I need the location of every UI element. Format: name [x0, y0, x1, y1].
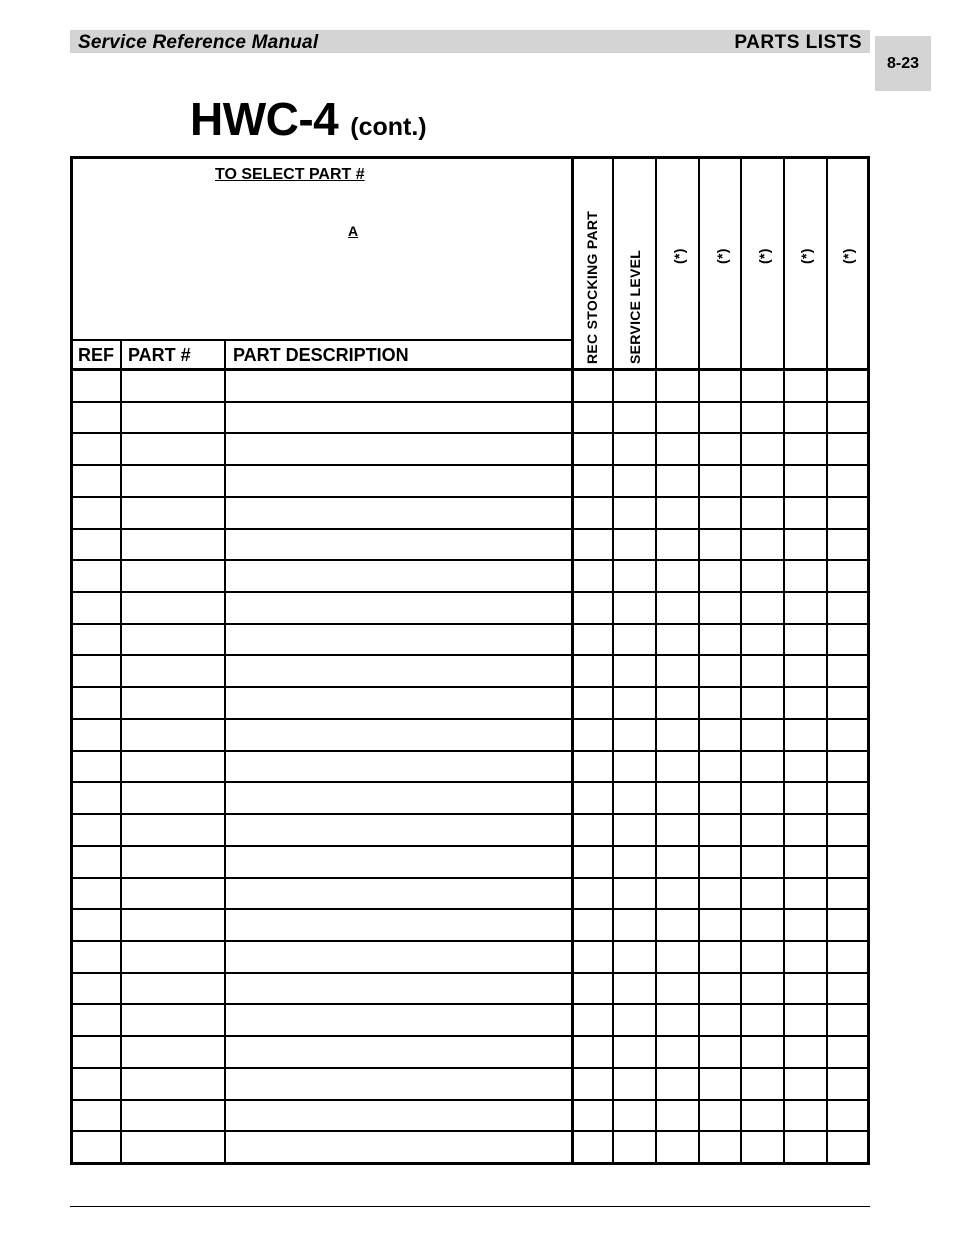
- table-row-divider: [70, 813, 870, 815]
- table-row-divider: [70, 908, 870, 910]
- table-row-divider: [70, 1035, 870, 1037]
- column-divider: [826, 156, 828, 1165]
- model-column-3-header: (*): [756, 248, 772, 264]
- page-number-tab: 8-23: [875, 36, 931, 91]
- parts-table-frame: [70, 156, 870, 1165]
- footer-rule: [70, 1206, 870, 1207]
- column-divider: [783, 156, 785, 1165]
- page-title: [190, 92, 427, 146]
- table-row-divider: [70, 686, 870, 688]
- ref-column-header: REF: [78, 345, 114, 365]
- model-column-4-header: (*): [798, 248, 814, 264]
- table-row-divider: [70, 877, 870, 879]
- model-column-1-header: (*): [671, 248, 687, 264]
- table-row-divider: [70, 718, 870, 720]
- table-row-divider: [70, 750, 870, 752]
- header-bottom-rule: [70, 368, 870, 371]
- table-row-divider: [70, 623, 870, 625]
- select-option-a: A: [348, 223, 359, 239]
- table-row-divider: [70, 1130, 870, 1132]
- column-divider: [698, 156, 700, 1165]
- table-row-divider: [70, 781, 870, 783]
- column-divider: [571, 156, 574, 1165]
- model-name: HWC-4: [190, 93, 339, 145]
- table-row-divider: [70, 464, 870, 466]
- table-row-divider: [70, 845, 870, 847]
- part-number-column-header: PART #: [128, 345, 191, 365]
- column-divider: [120, 339, 122, 1165]
- table-row-divider: [70, 401, 870, 403]
- model-column-2-header: (*): [714, 248, 730, 264]
- manual-title: Service Reference Manual: [78, 32, 319, 53]
- table-row-divider: [70, 432, 870, 434]
- select-part-label: TO SELECT PART #: [215, 166, 365, 183]
- part-description-column-header: PART DESCRIPTION: [233, 345, 409, 365]
- column-divider: [612, 156, 614, 1165]
- table-row-divider: [70, 496, 870, 498]
- table-row-divider: [70, 1067, 870, 1069]
- table-row-divider: [70, 940, 870, 942]
- table-row-divider: [70, 1003, 870, 1005]
- model-column-5-header: (*): [840, 248, 856, 264]
- column-divider: [740, 156, 742, 1165]
- rec-stocking-part-column-header: REC STOCKING PART: [584, 210, 600, 364]
- section-title: PARTS LISTS: [734, 32, 862, 53]
- table-row-divider: [70, 1099, 870, 1101]
- table-row-divider: [70, 654, 870, 656]
- service-level-column-header: SERVICE LEVEL: [627, 249, 643, 364]
- header-divider: [70, 339, 572, 341]
- title-continued: (cont.): [350, 113, 427, 141]
- running-header: [70, 30, 870, 53]
- table-row-divider: [70, 591, 870, 593]
- column-divider: [655, 156, 657, 1165]
- column-divider: [224, 339, 226, 1165]
- table-row-divider: [70, 528, 870, 530]
- table-row-divider: [70, 972, 870, 974]
- table-row-divider: [70, 559, 870, 561]
